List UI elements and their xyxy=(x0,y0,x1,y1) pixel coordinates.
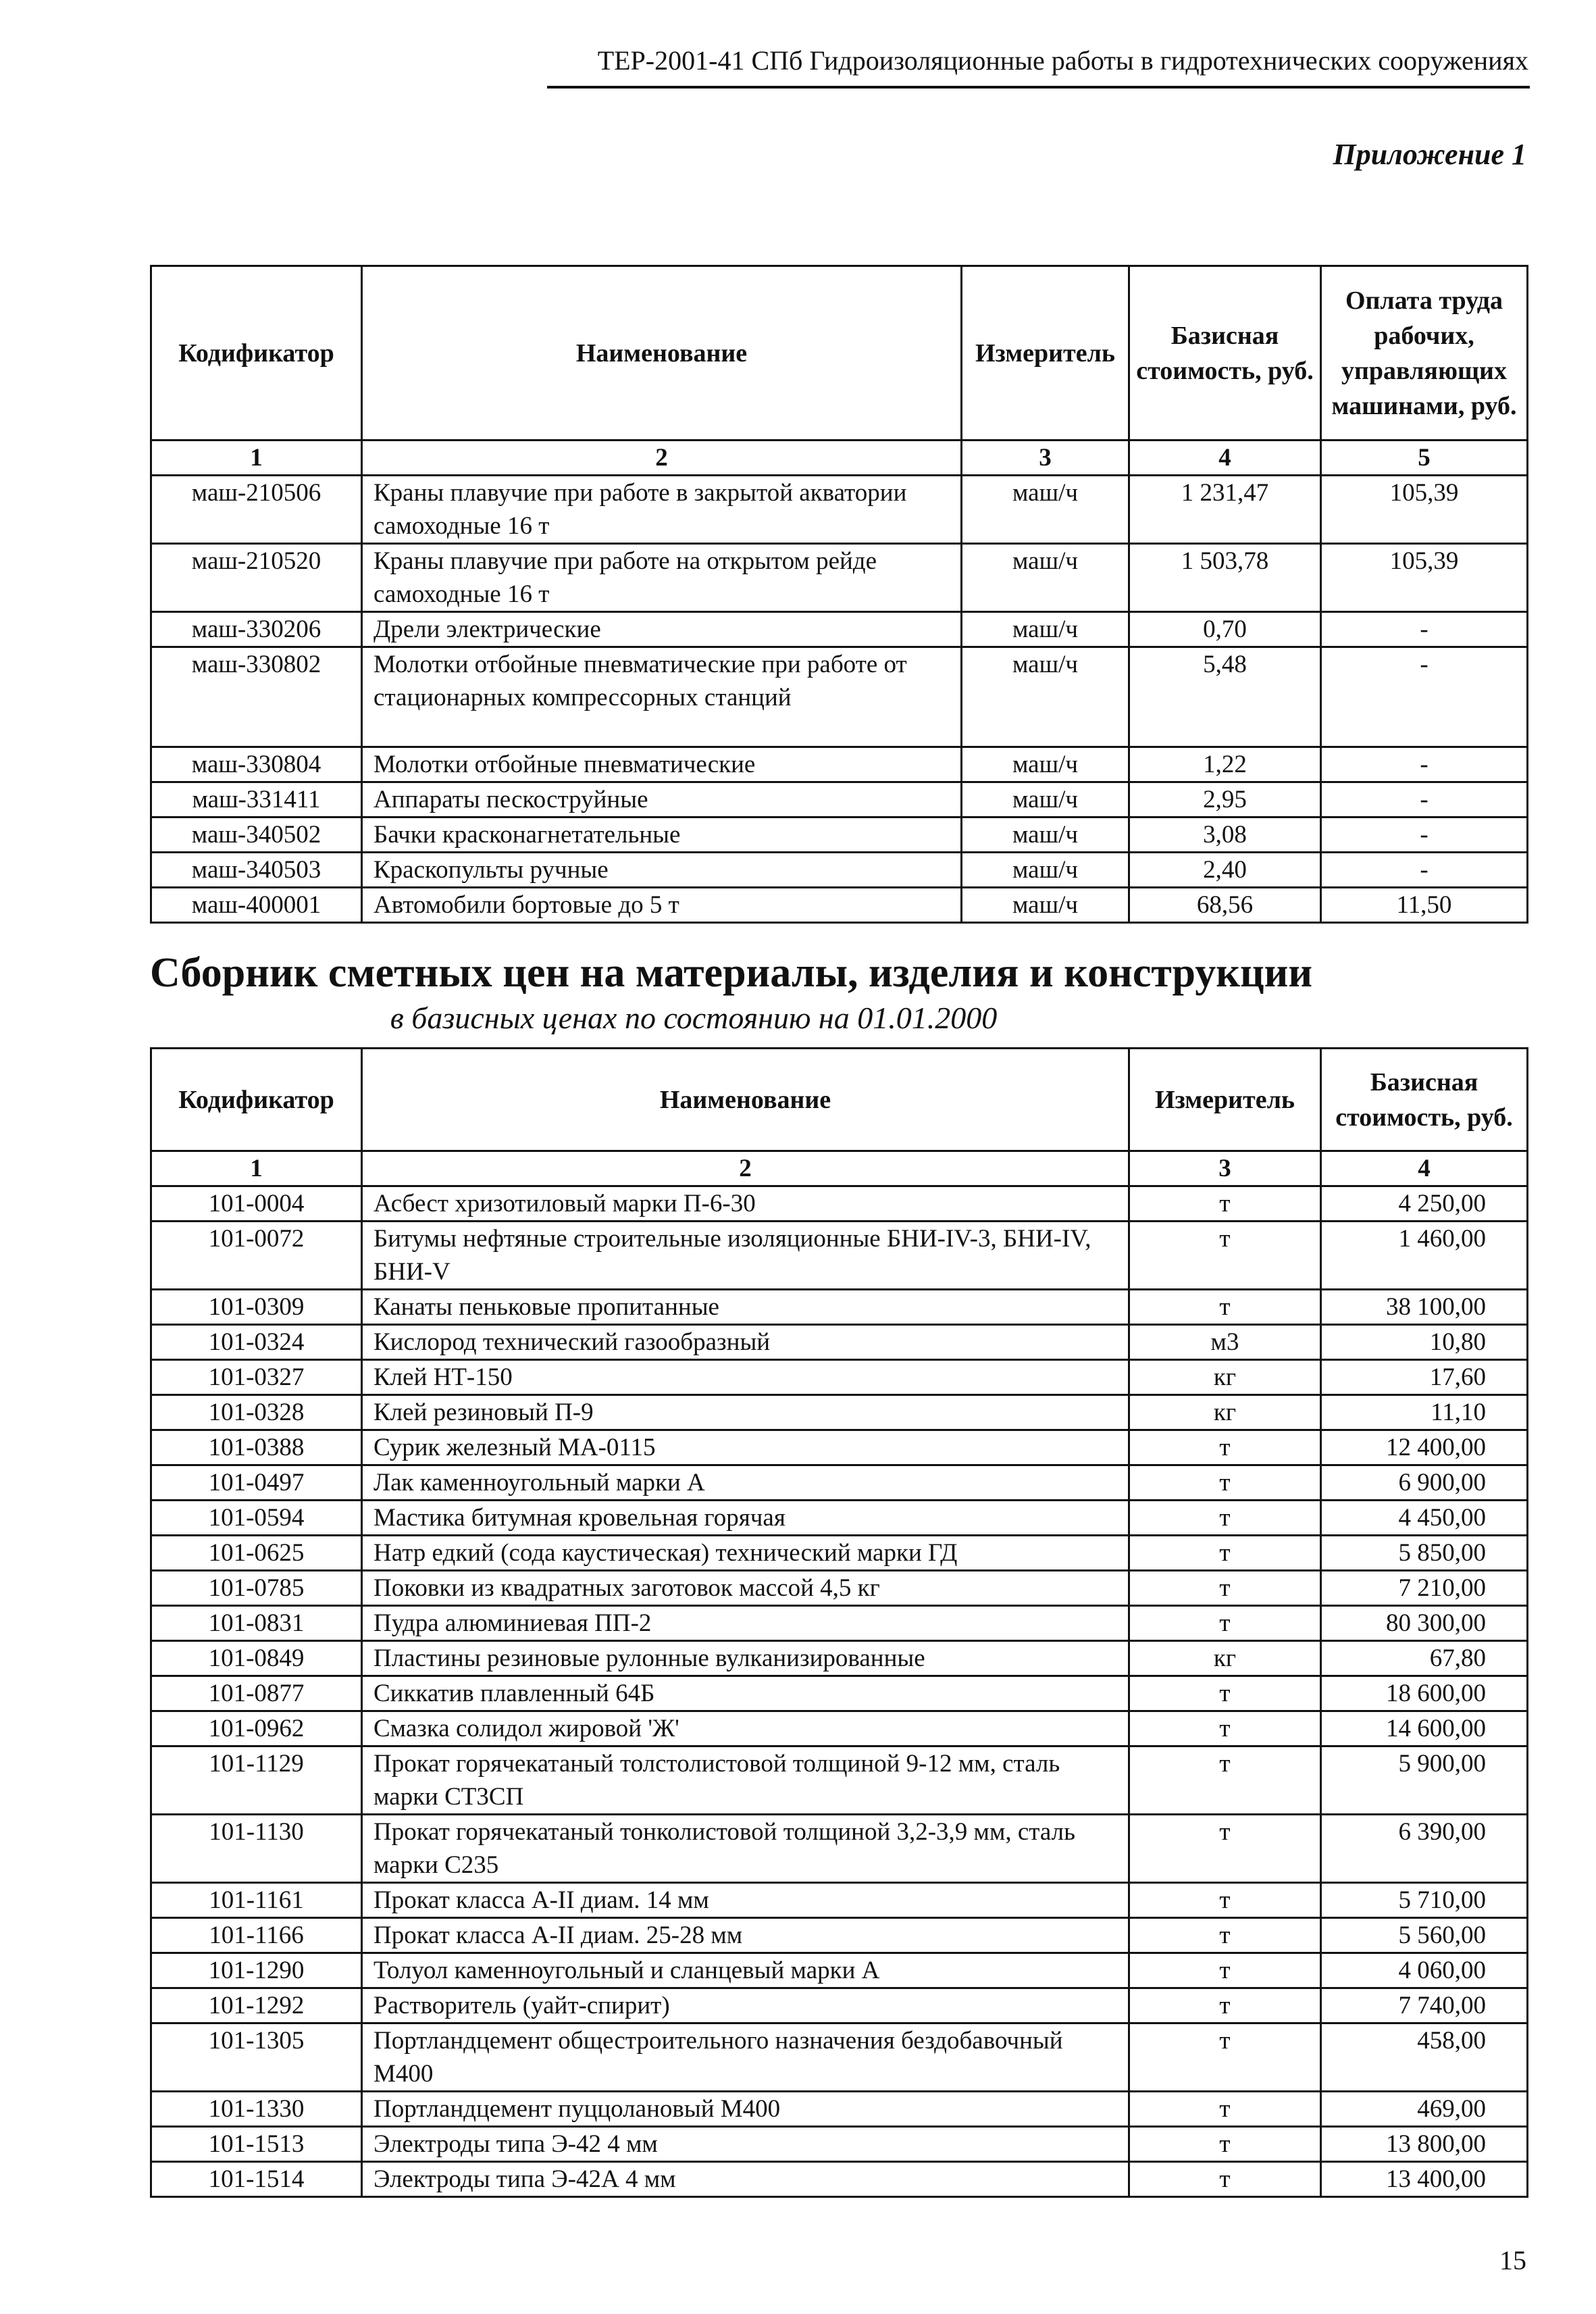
row-cost: 38 100,00 xyxy=(1321,1290,1528,1325)
row-unit: маш/ч xyxy=(962,782,1129,818)
row-name: Молотки отбойные пневматические при работе от стационарных компрессорных станций xyxy=(362,647,962,747)
row-unit: т xyxy=(1129,1501,1321,1536)
row-code: 101-1129 xyxy=(151,1746,362,1815)
row-cost: 12 400,00 xyxy=(1321,1430,1528,1465)
col-header-name: Наименование xyxy=(362,266,962,441)
table-row xyxy=(151,1815,1528,1883)
column-number: 3 xyxy=(1129,1151,1321,1186)
row-code: маш-340503 xyxy=(151,853,362,888)
row-cost: 10,80 xyxy=(1321,1325,1528,1360)
row-cost: 14 600,00 xyxy=(1321,1711,1528,1746)
row-name: Молотки отбойные пневматические xyxy=(362,747,962,782)
row-cost: 11,10 xyxy=(1321,1395,1528,1430)
table-row xyxy=(151,1676,1528,1711)
table-row xyxy=(151,782,1528,818)
row-name: Портландцемент общестроительного назначения бездобавочный М400 xyxy=(362,2023,1129,2092)
row-cost: 13 800,00 xyxy=(1321,2127,1528,2162)
table-row xyxy=(151,612,1528,647)
header-rule xyxy=(547,86,1530,89)
column-number: 5 xyxy=(1321,441,1528,476)
row-unit: кг xyxy=(1129,1641,1321,1676)
row-unit: т xyxy=(1129,1536,1321,1571)
row-name: Асбест хризотиловый марки П-6-30 xyxy=(362,1186,1129,1222)
row-unit: т xyxy=(1129,1918,1321,1953)
row-code: маш-330802 xyxy=(151,647,362,747)
column-number: 1 xyxy=(151,441,362,476)
table-row xyxy=(151,1465,1528,1501)
row-name: Аппараты пескоструйные xyxy=(362,782,962,818)
row-code: 101-1166 xyxy=(151,1918,362,1953)
column-number: 2 xyxy=(362,1151,1129,1186)
table-row xyxy=(151,1536,1528,1571)
row-unit: т xyxy=(1129,1290,1321,1325)
row-name: Пудра алюминиевая ПП-2 xyxy=(362,1606,1129,1641)
row-name: Краны плавучие при работе в закрытой акватории самоходные 16 т xyxy=(362,476,962,544)
row-unit: т xyxy=(1129,1988,1321,2023)
row-code: маш-330804 xyxy=(151,747,362,782)
row-code: маш-340502 xyxy=(151,818,362,853)
row-code: 101-0388 xyxy=(151,1430,362,1465)
table-row xyxy=(151,2162,1528,2197)
row-code: маш-400001 xyxy=(151,888,362,923)
row-unit: т xyxy=(1129,1222,1321,1290)
row-code: маш-210506 xyxy=(151,476,362,544)
column-number: 4 xyxy=(1321,1151,1528,1186)
row-cost: 7 210,00 xyxy=(1321,1571,1528,1606)
table-row xyxy=(151,1430,1528,1465)
row-unit: маш/ч xyxy=(962,818,1129,853)
row-name: Прокат класса А-II диам. 14 мм xyxy=(362,1883,1129,1918)
row-cost: 17,60 xyxy=(1321,1360,1528,1395)
row-unit: т xyxy=(1129,1815,1321,1883)
row-wage: - xyxy=(1321,747,1528,782)
row-cost: 1 460,00 xyxy=(1321,1222,1528,1290)
row-name: Электроды типа Э-42А 4 мм xyxy=(362,2162,1129,2197)
row-wage: 105,39 xyxy=(1321,544,1528,612)
table-row xyxy=(151,647,1528,747)
table-row xyxy=(151,1186,1528,1222)
materials-table xyxy=(150,1047,1528,2198)
table-row xyxy=(151,2092,1528,2127)
row-name: Лак каменноугольный марки А xyxy=(362,1465,1129,1501)
row-cost: 4 250,00 xyxy=(1321,1186,1528,1222)
row-unit: т xyxy=(1129,2127,1321,2162)
row-unit: маш/ч xyxy=(962,747,1129,782)
row-code: 101-0072 xyxy=(151,1222,362,1290)
col-header-name: Наименование xyxy=(362,1049,1129,1151)
row-cost: 5,48 xyxy=(1129,647,1321,747)
row-name: Растворитель (уайт-спирит) xyxy=(362,1988,1129,2023)
row-code: 101-1130 xyxy=(151,1815,362,1883)
col-header-wage: Оплата труда рабочих, управляющих машинами, руб. xyxy=(1321,266,1528,441)
row-name: Сиккатив плавленный 64Б xyxy=(362,1676,1129,1711)
row-name: Автомобили бортовые до 5 т xyxy=(362,888,962,923)
row-code: 101-0004 xyxy=(151,1186,362,1222)
row-unit: т xyxy=(1129,1571,1321,1606)
row-code: 101-1290 xyxy=(151,1953,362,1988)
row-name: Клей резиновый П-9 xyxy=(362,1395,1129,1430)
row-name: Дрели электрические xyxy=(362,612,962,647)
row-wage: - xyxy=(1321,818,1528,853)
row-code: маш-330206 xyxy=(151,612,362,647)
row-code: маш-331411 xyxy=(151,782,362,818)
row-name: Поковки из квадратных заготовок массой 4,5 кг xyxy=(362,1571,1129,1606)
row-unit: маш/ч xyxy=(962,647,1129,747)
col-header-code: Кодификатор xyxy=(151,1049,362,1151)
row-cost: 469,00 xyxy=(1321,2092,1528,2127)
row-cost: 5 850,00 xyxy=(1321,1536,1528,1571)
table-row xyxy=(151,1325,1528,1360)
row-cost: 5 900,00 xyxy=(1321,1746,1528,1815)
row-unit: кг xyxy=(1129,1395,1321,1430)
row-code: 101-0324 xyxy=(151,1325,362,1360)
row-cost: 5 560,00 xyxy=(1321,1918,1528,1953)
table-row xyxy=(151,1988,1528,2023)
row-unit: т xyxy=(1129,1606,1321,1641)
machines-table xyxy=(150,265,1528,924)
row-cost: 2,95 xyxy=(1129,782,1321,818)
table-row xyxy=(151,1222,1528,1290)
row-cost: 13 400,00 xyxy=(1321,2162,1528,2197)
col-header-unit: Измеритель xyxy=(962,266,1129,441)
row-unit: кг xyxy=(1129,1360,1321,1395)
document-header-title: ТЕР-2001-41 СПб Гидроизоляционные работы в гидротехнических сооружениях xyxy=(597,45,1528,76)
row-name: Мастика битумная кровельная горячая xyxy=(362,1501,1129,1536)
row-cost: 4 060,00 xyxy=(1321,1953,1528,1988)
table-row xyxy=(151,1711,1528,1746)
row-name: Портландцемент пуццолановый М400 xyxy=(362,2092,1129,2127)
table-row xyxy=(151,1953,1528,1988)
row-name: Кислород технический газообразный xyxy=(362,1325,1129,1360)
row-unit: т xyxy=(1129,1953,1321,1988)
row-name: Прокат горячекатаный тонколистовой толщиной 3,2-3,9 мм, сталь марки С235 xyxy=(362,1815,1129,1883)
row-cost: 3,08 xyxy=(1129,818,1321,853)
col-header-unit: Измеритель xyxy=(1129,1049,1321,1151)
col-header-code: Кодификатор xyxy=(151,266,362,441)
row-code: 101-0309 xyxy=(151,1290,362,1325)
row-name: Прокат горячекатаный толстолистовой толщиной 9-12 мм, сталь марки СТ3СП xyxy=(362,1746,1129,1815)
col-header-cost: Базисная стоимость, руб. xyxy=(1321,1049,1528,1151)
materials-section-subtitle: в базисных ценах по состоянию на 01.01.2000 xyxy=(390,1001,998,1035)
table-row xyxy=(151,1746,1528,1815)
row-unit: м3 xyxy=(1129,1325,1321,1360)
row-code: 101-0962 xyxy=(151,1711,362,1746)
row-name: Толуол каменноугольный и сланцевый марки А xyxy=(362,1953,1129,1988)
table-row xyxy=(151,1641,1528,1676)
row-code: 101-0849 xyxy=(151,1641,362,1676)
row-cost: 6 900,00 xyxy=(1321,1465,1528,1501)
row-name: Краны плавучие при работе на открытом рейде самоходные 16 т xyxy=(362,544,962,612)
row-cost: 67,80 xyxy=(1321,1641,1528,1676)
row-unit: т xyxy=(1129,1711,1321,1746)
table-row xyxy=(151,888,1528,923)
row-cost: 2,40 xyxy=(1129,853,1321,888)
row-unit: т xyxy=(1129,2162,1321,2197)
table-row xyxy=(151,1918,1528,1953)
row-code: 101-1292 xyxy=(151,1988,362,2023)
row-code: 101-0625 xyxy=(151,1536,362,1571)
table-row xyxy=(151,476,1528,544)
row-name: Канаты пеньковые пропитанные xyxy=(362,1290,1129,1325)
row-code: маш-210520 xyxy=(151,544,362,612)
table-row xyxy=(151,1571,1528,1606)
row-unit: маш/ч xyxy=(962,544,1129,612)
table-row xyxy=(151,1883,1528,1918)
row-name: Смазка солидол жировой 'Ж' xyxy=(362,1711,1129,1746)
row-cost: 6 390,00 xyxy=(1321,1815,1528,1883)
row-cost: 1,22 xyxy=(1129,747,1321,782)
row-wage: 105,39 xyxy=(1321,476,1528,544)
row-code: 101-0328 xyxy=(151,1395,362,1430)
table-row xyxy=(151,1501,1528,1536)
column-number: 2 xyxy=(362,441,962,476)
row-wage: - xyxy=(1321,853,1528,888)
table-row xyxy=(151,747,1528,782)
row-cost: 7 740,00 xyxy=(1321,1988,1528,2023)
row-name: Электроды типа Э-42 4 мм xyxy=(362,2127,1129,2162)
row-name: Сурик железный МА-0115 xyxy=(362,1430,1129,1465)
table-row xyxy=(151,1290,1528,1325)
row-code: 101-0831 xyxy=(151,1606,362,1641)
column-number: 4 xyxy=(1129,441,1321,476)
row-cost: 4 450,00 xyxy=(1321,1501,1528,1536)
row-code: 101-1514 xyxy=(151,2162,362,2197)
row-wage: 11,50 xyxy=(1321,888,1528,923)
table-row xyxy=(151,544,1528,612)
row-name: Краскопульты ручные xyxy=(362,853,962,888)
row-cost: 80 300,00 xyxy=(1321,1606,1528,1641)
row-unit: маш/ч xyxy=(962,612,1129,647)
row-name: Натр едкий (сода каустическая) технический марки ГД xyxy=(362,1536,1129,1571)
row-name: Клей НТ-150 xyxy=(362,1360,1129,1395)
row-cost: 68,56 xyxy=(1129,888,1321,923)
row-unit: т xyxy=(1129,1883,1321,1918)
row-unit: маш/ч xyxy=(962,476,1129,544)
row-code: 101-0594 xyxy=(151,1501,362,1536)
row-unit: т xyxy=(1129,1746,1321,1815)
row-code: 101-0785 xyxy=(151,1571,362,1606)
row-name: Бачки красконагнетательные xyxy=(362,818,962,853)
row-code: 101-1330 xyxy=(151,2092,362,2127)
row-cost: 18 600,00 xyxy=(1321,1676,1528,1711)
row-unit: т xyxy=(1129,1676,1321,1711)
table-row xyxy=(151,1395,1528,1430)
row-code: 101-1161 xyxy=(151,1883,362,1918)
row-code: 101-0497 xyxy=(151,1465,362,1501)
row-name: Битумы нефтяные строительные изоляционные БНИ-IV-3, БНИ-IV, БНИ-V xyxy=(362,1222,1129,1290)
row-code: 101-1513 xyxy=(151,2127,362,2162)
row-wage: - xyxy=(1321,612,1528,647)
row-wage: - xyxy=(1321,782,1528,818)
table-row xyxy=(151,1360,1528,1395)
row-unit: т xyxy=(1129,2092,1321,2127)
table-row xyxy=(151,853,1528,888)
row-unit: маш/ч xyxy=(962,888,1129,923)
row-unit: маш/ч xyxy=(962,853,1129,888)
row-cost: 0,70 xyxy=(1129,612,1321,647)
column-number-row xyxy=(151,1151,1528,1186)
table-row xyxy=(151,818,1528,853)
row-code: 101-1305 xyxy=(151,2023,362,2092)
table-row xyxy=(151,2127,1528,2162)
row-name: Прокат класса А-II диам. 25-28 мм xyxy=(362,1918,1129,1953)
table-row xyxy=(151,2023,1528,2092)
row-cost: 1 231,47 xyxy=(1129,476,1321,544)
row-unit: т xyxy=(1129,1186,1321,1222)
col-header-cost: Базисная стоимость, руб. xyxy=(1129,266,1321,441)
table-row xyxy=(151,1606,1528,1641)
row-cost: 458,00 xyxy=(1321,2023,1528,2092)
row-name: Пластины резиновые рулонные вулканизированные xyxy=(362,1641,1129,1676)
row-cost: 1 503,78 xyxy=(1129,544,1321,612)
row-code: 101-0877 xyxy=(151,1676,362,1711)
column-number-row xyxy=(151,441,1528,476)
column-number: 1 xyxy=(151,1151,362,1186)
row-code: 101-0327 xyxy=(151,1360,362,1395)
materials-section-title: Сборник сметных цен на материалы, изделия и конструкции xyxy=(150,950,1313,996)
column-number: 3 xyxy=(962,441,1129,476)
row-cost: 5 710,00 xyxy=(1321,1883,1528,1918)
appendix-label: Приложение 1 xyxy=(1333,138,1526,171)
row-unit: т xyxy=(1129,2023,1321,2092)
row-wage: - xyxy=(1321,647,1528,747)
row-unit: т xyxy=(1129,1430,1321,1465)
page-number: 15 xyxy=(1499,2245,1526,2275)
row-unit: т xyxy=(1129,1465,1321,1501)
